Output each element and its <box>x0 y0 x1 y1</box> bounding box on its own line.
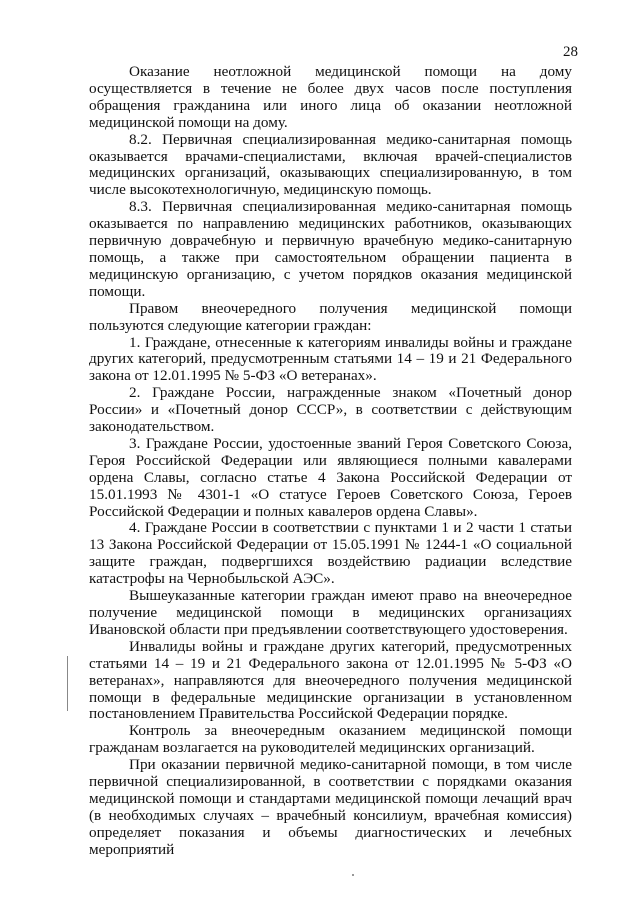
paragraph-emergency-home-care: Оказание неотложной медицинской помощи на дому осуществляется в течение не более двух часов после поступления обращения гражданина или иного лица об оказании неотложной медицинской помощи на дому. <box>89 63 572 131</box>
paragraph-8-2: 8.2. Первичная специализированная медико-санитарная помощь оказывается врачами-специалистами, включая врачей-специалистов медицинских организаций, оказывающих специализированную, в том числе высокотехнологичную, медицинскую помощь. <box>89 130 572 199</box>
paragraph-category-3: 3. Граждане России, удостоенные званий Героя Советского Союза, Героя Российской Федерации или являющиеся полными кавалерами ордена Славы, согласно статье 4 Закона Российской Федерации от 15.01.1993 № 4301-1 «О статусе Героев Советского Союза, Героев Российской Федерации и полных кавалеров ордена Славы». <box>89 434 572 520</box>
paragraph-category-4: 4. Граждане России в соответствии с пунктами 1 и 2 части 1 статьи 13 Закона Российской Федерации от 15.05.1991 № 1244-1 «О социальной защите граждан, подвергшихся воздействию радиации вследствие катастрофы на Чернобыльской АЭС». <box>89 519 572 588</box>
paragraph-category-2: 2. Граждане России, награжденные знаком «Почетный донор России» и «Почетный донор СССР», в соответствии с действующим законодательством. <box>89 384 572 436</box>
paragraph-primary-care: При оказании первичной медико-санитарной помощи, в том числе первичной специализированной, в соответствии с порядками оказания медицинской помощи и стандартами медицинской помощи лечащий врач (в необходимых случаях – врачебный консилиум, врачебная комиссия) определяет показания и объемы диагностических и лечебных мероприятий <box>89 756 572 858</box>
margin-scan-mark <box>67 656 68 711</box>
scan-speck <box>352 874 354 876</box>
paragraph-right-to-priority: Вышеуказанные категории граждан имеют право на внеочередное получение медицинской помощи в медицинских организациях Ивановской области при предъявлении соответствующего удостоверения. <box>89 587 572 638</box>
paragraph-category-1: 1. Граждане, отнесенные к категориям инвалиды войны и граждане других категорий, предусмотренным статьями 14 – 19 и 21 Федерального закона от 12.01.1995 № 5-ФЗ «О ветеранах». <box>89 333 572 385</box>
paragraph-war-invalids: Инвалиды войны и граждане других категорий, предусмотренных статьями 14 – 19 и 21 Федерального закона от 12.01.1995 № 5-ФЗ «О ветеранах», направляются для внеочередного получения медицинской помощи в федеральные медицинские организации в установленном постановлением Правительства Российской Федерации порядке. <box>89 637 572 723</box>
paragraph-control: Контроль за внеочередным оказанием медицинской помощи гражданам возлагается на руководителей медицинских организаций. <box>89 722 572 757</box>
page-number: 28 <box>563 44 578 60</box>
document-body <box>89 64 572 859</box>
paragraph-8-3: 8.3. Первичная специализированная медико-санитарная помощь оказывается по направлению медицинских работников, оказывающих первичную доврачебную и первичную врачебную медико-санитарную помощь, а также при самостоятельном обращении пациента в медицинскую организацию, с учетом порядков оказания медицинской помощи. <box>89 198 572 300</box>
paragraph-priority-intro: Правом внеочередного получения медицинской помощи пользуются следующие категории граждан: <box>89 299 572 334</box>
